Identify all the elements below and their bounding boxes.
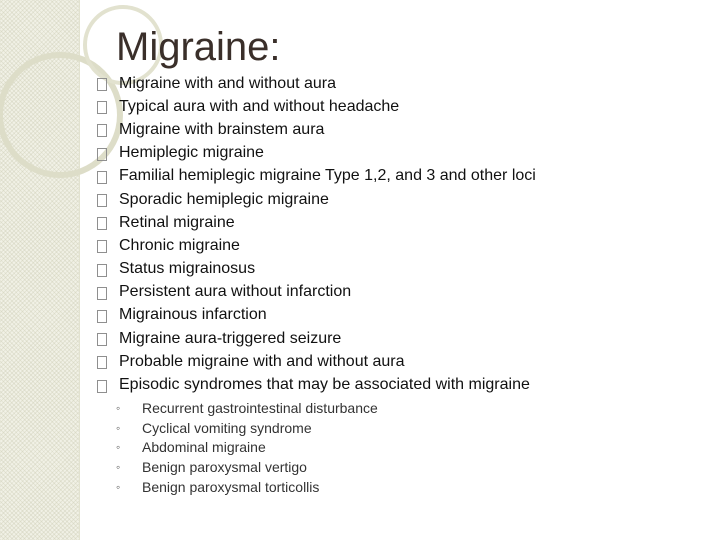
bullet-item xyxy=(97,281,536,304)
bullet-item xyxy=(97,304,536,327)
bullet-item xyxy=(97,188,536,211)
sub-bullet-circle-icon: ◦ xyxy=(116,440,121,455)
bullet-text: Typical aura with and without headache xyxy=(119,97,400,115)
bullet-item xyxy=(97,211,536,234)
bullet-text: Retinal migraine xyxy=(119,213,235,231)
bullet-list xyxy=(97,72,536,397)
bullet-box-icon xyxy=(97,240,107,253)
bullet-text: Persistent aura without infarction xyxy=(119,283,352,301)
bullet-item xyxy=(97,95,536,118)
sub-bullet-circle-icon: ◦ xyxy=(116,460,121,475)
bullet-item xyxy=(97,234,536,257)
bullet-box-icon xyxy=(97,287,107,300)
bullet-box-icon xyxy=(97,124,107,137)
sub-bullet-item xyxy=(116,477,378,497)
bullet-box-icon xyxy=(97,310,107,323)
bullet-item xyxy=(97,118,536,141)
bullet-item xyxy=(97,327,536,350)
sub-bullet-list xyxy=(116,398,378,497)
sub-bullet-circle-icon: ◦ xyxy=(116,480,121,495)
bullet-text: Probable migraine with and without aura xyxy=(119,352,405,370)
sub-bullet-item xyxy=(116,438,378,458)
bullet-box-icon xyxy=(97,101,107,114)
sub-bullet-text: Benign paroxysmal torticollis xyxy=(142,479,320,496)
bullet-box-icon xyxy=(97,380,107,393)
bullet-box-icon xyxy=(97,264,107,277)
bullet-item xyxy=(97,165,536,188)
sub-bullet-circle-icon: ◦ xyxy=(116,420,121,435)
bullet-box-icon xyxy=(97,194,107,207)
bullet-text: Migraine with brainstem aura xyxy=(119,120,325,138)
bullet-text: Episodic syndromes that may be associated with migraine xyxy=(119,376,530,394)
bullet-box-icon xyxy=(97,356,107,369)
bullet-text: Chronic migraine xyxy=(119,236,240,254)
bullet-item xyxy=(97,72,536,95)
sub-bullet-text: Abdominal migraine xyxy=(142,439,266,456)
sub-bullet-circle-icon: ◦ xyxy=(116,400,121,415)
bullet-box-icon xyxy=(97,171,107,184)
sub-bullet-text: Recurrent gastrointestinal disturbance xyxy=(142,399,378,416)
bullet-item xyxy=(97,142,536,165)
bullet-text: Migraine aura-triggered seizure xyxy=(119,329,342,347)
bullet-item xyxy=(97,350,536,373)
sub-bullet-text: Benign paroxysmal vertigo xyxy=(142,459,307,476)
bullet-box-icon xyxy=(97,78,107,91)
bullet-box-icon xyxy=(97,217,107,230)
bullet-box-icon xyxy=(97,148,107,161)
bullet-text: Status migrainosus xyxy=(119,260,256,278)
bullet-text: Hemiplegic migraine xyxy=(119,144,264,162)
bullet-text: Sporadic hemiplegic migraine xyxy=(119,190,329,208)
sub-bullet-text: Cyclical vomiting syndrome xyxy=(142,419,312,436)
sub-bullet-item xyxy=(116,457,378,477)
slide-title: Migraine: xyxy=(116,25,281,69)
bullet-text: Migraine with and without aura xyxy=(119,74,337,92)
bullet-box-icon xyxy=(97,333,107,346)
bullet-item xyxy=(97,373,536,396)
bullet-item xyxy=(97,258,536,281)
bullet-text: Familial hemiplegic migraine Type 1,2, and 3 and other loci xyxy=(119,167,536,185)
sub-bullet-item xyxy=(116,418,378,438)
sub-bullet-item xyxy=(116,398,378,418)
bullet-text: Migrainous infarction xyxy=(119,306,267,324)
